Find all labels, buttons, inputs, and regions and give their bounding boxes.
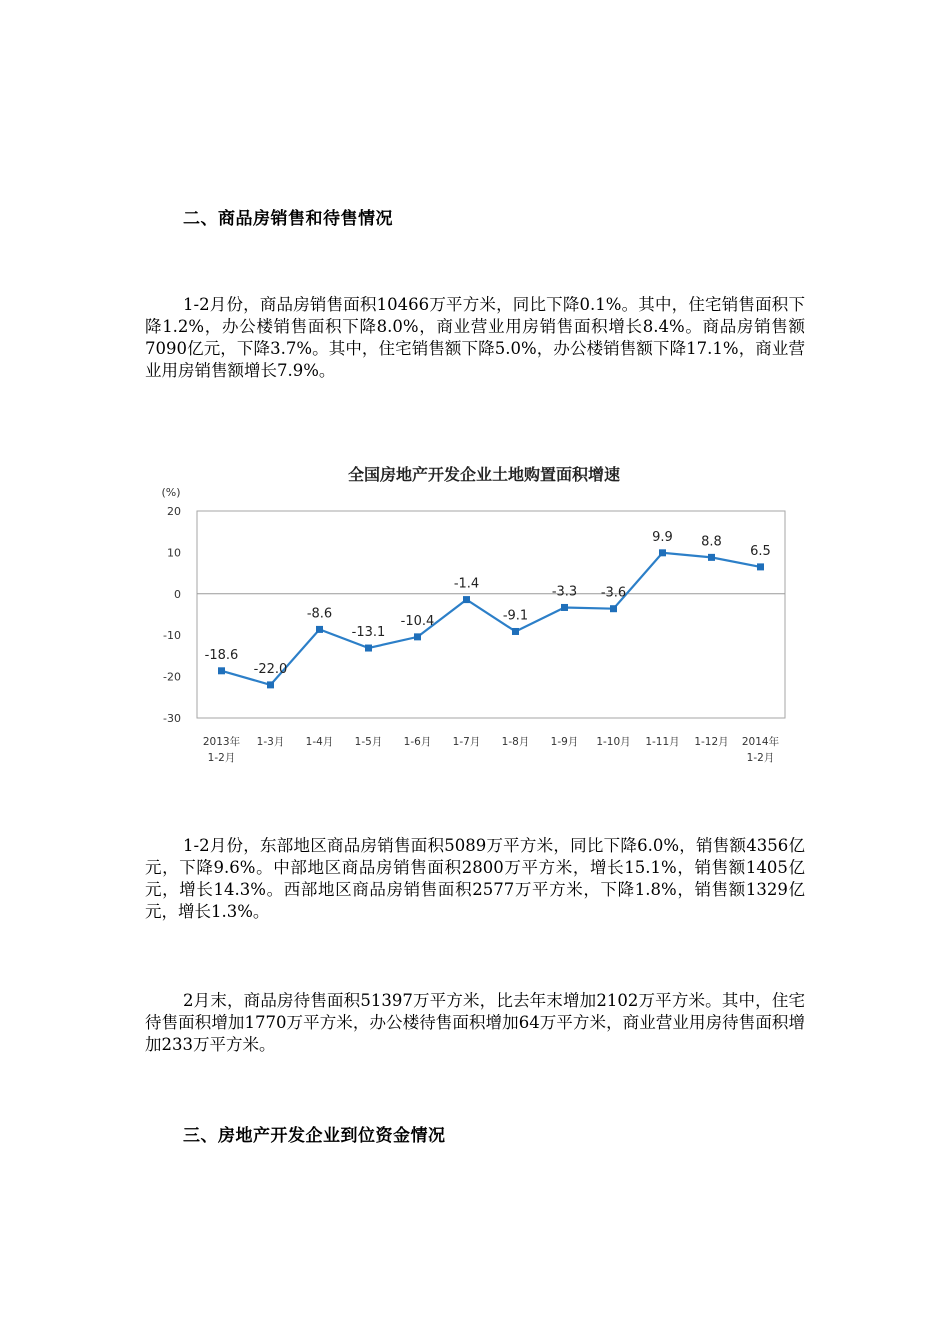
data-point-marker [365, 645, 372, 652]
data-point-marker [561, 604, 568, 611]
land-purchase-growth-chart [145, 460, 805, 780]
x-tick-label: 1-6月 [403, 736, 432, 748]
series-line [222, 553, 761, 685]
data-point-marker [610, 605, 617, 612]
x-tick-label: 1-4月 [305, 736, 334, 748]
data-value-label: -8.6 [306, 606, 333, 622]
data-value-label: -3.6 [600, 585, 627, 601]
y-tick-label: 20 [167, 505, 181, 518]
x-tick-label: 1-5月 [354, 736, 383, 748]
x-tick-label: 1-11月 [645, 736, 680, 748]
data-point-marker [757, 563, 764, 570]
y-tick-label: -10 [163, 629, 181, 643]
data-value-label: -18.6 [204, 647, 239, 663]
x-tick-label: 2014年 [741, 736, 780, 748]
data-value-label: 8.8 [701, 534, 722, 550]
paragraph-unsold-inventory: 2月末，商品房待售面积51397万平方米，比去年末增加2102万平方米。其中，住宅待售面积增加1770万平方米，办公楼待售面积增加64万平方米，商业营业用房待售面积增加233万平方米。 [145, 991, 805, 1054]
paragraph-sales-summary: 1-2月份，商品房销售面积10466万平方米，同比下降0.1%。其中，住宅销售面积下降1.2%，办公楼销售面积下降8.0%，商业营业用房销售面积增长8.4%。商品房销售额7090亿元，下降3.7%。其中，住宅销售额下降5.0%，办公楼销售额下降17.1%，商业营业用房销售额增长7.9%。 [145, 295, 805, 380]
x-tick-label: 1-9月 [550, 736, 579, 748]
data-value-label: -1.4 [453, 576, 480, 592]
y-tick-label: -30 [163, 712, 181, 725]
y-tick-label: 0 [174, 587, 181, 601]
x-tick-label: 1-3月 [256, 736, 285, 748]
y-tick-label: -20 [163, 670, 181, 684]
data-point-marker [512, 628, 519, 635]
data-value-label: -3.3 [551, 584, 578, 600]
section-heading-funding: 三、房地产开发企业到位资金情况 [183, 1126, 446, 1146]
data-value-label: -10.4 [400, 613, 435, 629]
paragraph-regional-sales: 1-2月份，东部地区商品房销售面积5089万平方米，同比下降6.0%，销售额4356亿元，下降9.6%。中部地区商品房销售面积2800万平方米，增长15.1%，销售额1405亿元，增长14.3%。西部地区商品房销售面积2577万平方米，下降1.8%，销售额1329亿元，增长1.3%。 [145, 836, 805, 921]
data-point-marker [316, 626, 323, 633]
data-value-label: 9.9 [652, 529, 673, 545]
x-tick-label: 1-10月 [596, 736, 631, 748]
data-point-marker [708, 554, 715, 561]
data-point-marker [414, 633, 421, 640]
y-tick-label: 10 [167, 546, 181, 560]
data-point-marker [463, 596, 470, 603]
x-tick-label: 1-2月 [207, 752, 236, 764]
data-value-label: 6.5 [750, 543, 771, 559]
data-value-label: -9.1 [502, 608, 529, 624]
x-tick-label: 1-7月 [452, 736, 481, 748]
section-heading-sales: 二、商品房销售和待售情况 [183, 209, 393, 229]
chart-title: 全国房地产开发企业土地购置面积增速 [347, 465, 621, 484]
x-tick-label: 1-8月 [501, 736, 530, 748]
data-value-label: -22.0 [253, 661, 288, 677]
data-point-marker [659, 549, 666, 556]
x-tick-label: 1-12月 [694, 736, 729, 748]
data-point-marker [218, 667, 225, 674]
data-value-label: -13.1 [351, 625, 386, 641]
y-axis-unit-label: (%) [161, 486, 181, 499]
x-tick-label: 2013年 [202, 736, 241, 748]
x-tick-label: 1-2月 [746, 752, 775, 764]
data-point-marker [267, 681, 274, 688]
